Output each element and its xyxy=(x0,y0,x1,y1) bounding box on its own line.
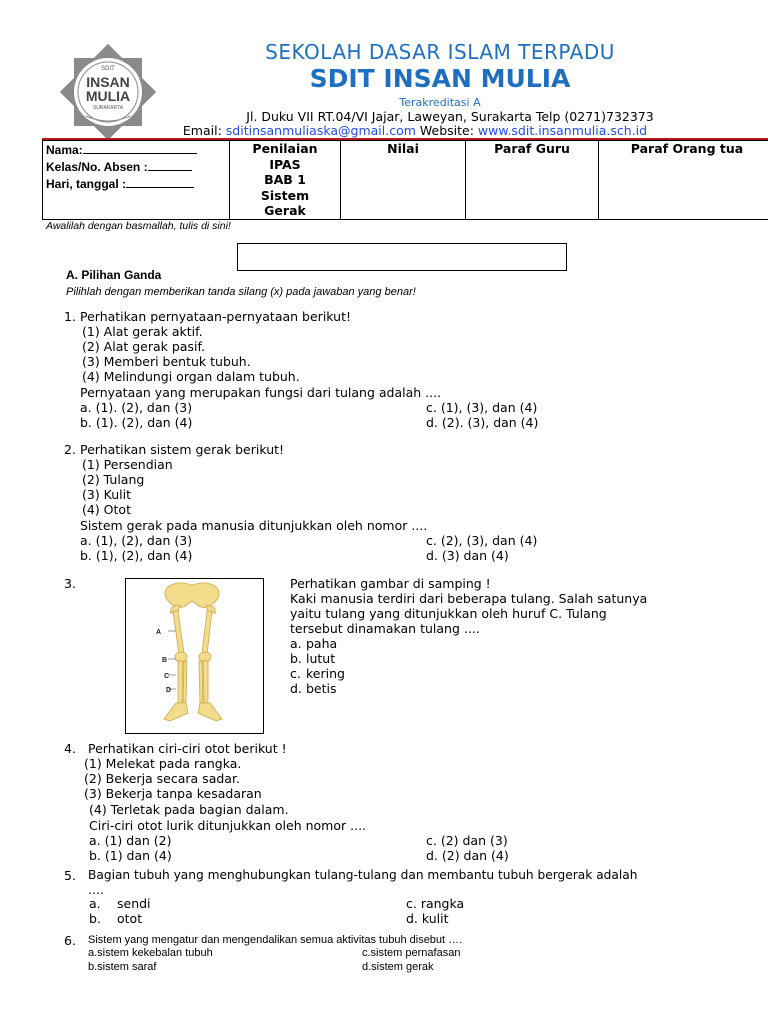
q2-option-d[interactable]: d. (3) dan (4) xyxy=(426,548,509,563)
q2-option-c[interactable]: c. (2), (3), dan (4) xyxy=(426,533,538,548)
q3-option-d[interactable]: betis xyxy=(306,681,337,696)
question-2-text: Sistem gerak pada manusia ditunjukkan oleh nomor .... xyxy=(80,518,428,533)
question-5-stem-cont: .... xyxy=(88,882,104,897)
fig-label-a: A xyxy=(156,629,162,636)
q4-option-a[interactable]: a. (1) dan (2) xyxy=(89,833,172,848)
teacher-sign-cell[interactable] xyxy=(466,141,599,220)
basmallah-box[interactable] xyxy=(237,243,567,271)
assessment-line: IPAS xyxy=(269,156,301,172)
q1-option-b[interactable]: b. (1). (2), dan (4) xyxy=(80,415,193,430)
svg-text:INSAN: INSAN xyxy=(86,74,130,90)
q6-option-a[interactable]: a.sistem kekebalan tubuh xyxy=(88,947,213,959)
question-3-number: 3. xyxy=(64,576,76,591)
leg-bones-figure xyxy=(125,578,264,734)
q3-option-d-letter: d. xyxy=(290,681,302,696)
score-cell[interactable] xyxy=(341,141,466,220)
score-label: Nilai xyxy=(387,141,419,156)
question-6-stem: Sistem yang mengatur dan mengendalikan semua aktivitas tubuh disebut …. xyxy=(88,934,463,946)
section-instruction: Pilihlah dengan memberikan tanda silang (x) pada jawaban yang benar! xyxy=(66,286,416,298)
q3-option-c[interactable]: kering xyxy=(306,666,345,681)
q2-item: (3) Kulit xyxy=(82,487,132,502)
info-table xyxy=(42,140,768,220)
svg-text:SDIT: SDIT xyxy=(101,66,115,72)
q1-option-d[interactable]: d. (2). (3), dan (4) xyxy=(426,415,539,430)
name-label: Nama: xyxy=(46,143,83,157)
q3-line: Perhatikan gambar di samping ! xyxy=(290,576,491,591)
q6-option-d[interactable]: d.sistem gerak xyxy=(362,961,434,973)
school-address: Jl. Duku VII RT.04/VI Jajar, Laweyan, Surakarta Telp (0271)732373 xyxy=(246,109,654,124)
question-4-text: Ciri-ciri otot lurik ditunjukkan oleh nomor .... xyxy=(89,818,367,833)
website-label: Website: xyxy=(419,123,474,138)
student-info-cell xyxy=(43,141,230,220)
q5-option-a-letter: a. xyxy=(89,896,101,911)
assessment-title-cell xyxy=(230,141,341,220)
assessment-line: Gerak xyxy=(264,203,306,218)
q3-option-b-letter: b. xyxy=(290,651,302,666)
q3-line: Kaki manusia terdiri dari beberapa tulang. Salah satunya xyxy=(290,591,648,606)
basmallah-note: Awalilah dengan basmallah, tulis di sini! xyxy=(46,220,231,232)
q3-line: tersebut dinamakan tulang .... xyxy=(290,621,480,636)
parent-sign-label: Paraf Orang tua xyxy=(630,141,744,156)
q4-item: (4) Terletak pada bagian dalam. xyxy=(89,802,289,817)
website-link[interactable]: www.sdit.insanmulia.sch.id xyxy=(477,123,648,138)
q1-option-c[interactable]: c. (1), (3), dan (4) xyxy=(426,400,538,415)
q2-item: (2) Tulang xyxy=(82,472,145,487)
q4-option-d[interactable]: d. (2) dan (4) xyxy=(426,848,509,863)
q3-option-a[interactable]: paha xyxy=(306,636,338,651)
fig-label-c: C xyxy=(164,673,170,680)
q2-item: (1) Persendian xyxy=(82,457,173,472)
name-field[interactable] xyxy=(83,141,197,154)
assessment-line: Penilaian xyxy=(252,141,318,156)
date-label: Hari, tanggal : xyxy=(46,177,127,191)
date-field[interactable] xyxy=(126,175,194,188)
email-label: Email: xyxy=(182,123,222,138)
q4-option-c[interactable]: c. (2) dan (3) xyxy=(426,833,508,848)
teacher-sign-label: Paraf Guru xyxy=(494,141,570,156)
q3-line: yaitu tulang yang ditunjukkan oleh huruf C. Tulang xyxy=(290,606,607,621)
q3-option-c-letter: c. xyxy=(290,666,301,681)
question-6-number: 6. xyxy=(64,933,76,948)
q4-item: (3) Bekerja tanpa kesadaran xyxy=(84,786,262,801)
parent-sign-cell[interactable] xyxy=(599,141,768,220)
q5-option-b-letter: b. xyxy=(89,911,101,926)
class-field[interactable] xyxy=(148,158,192,171)
contact-line xyxy=(100,123,730,138)
q6-option-c[interactable]: c.sistem pernafasan xyxy=(362,947,461,959)
fig-label-d: D xyxy=(166,687,172,694)
fig-label-b: B xyxy=(162,657,168,664)
accreditation: Terakreditasi A xyxy=(399,96,481,109)
svg-text:MULIA: MULIA xyxy=(85,88,131,104)
assessment-line: Sistem xyxy=(260,187,310,203)
question-1-number: 1. xyxy=(64,309,76,324)
svg-text:SURAKARTA: SURAKARTA xyxy=(92,105,124,111)
q5-option-b[interactable]: otot xyxy=(117,911,143,926)
q5-option-c[interactable]: c. rangka xyxy=(406,896,465,911)
question-4-number: 4. xyxy=(64,741,76,756)
school-name: SDIT INSAN MULIA xyxy=(309,64,571,93)
q1-item: (4) Melindungi organ dalam tubuh. xyxy=(82,369,300,384)
question-2-number: 2. xyxy=(64,442,76,457)
q4-item: (1) Melekat pada rangka. xyxy=(84,756,242,771)
question-4-stem: Perhatikan ciri-ciri otot berikut ! xyxy=(88,741,287,756)
q1-item: (3) Memberi bentuk tubuh. xyxy=(82,354,251,369)
email-link[interactable]: sditinsanmuliaska@gmail.com xyxy=(225,123,416,138)
question-5-stem: Bagian tubuh yang menghubungkan tulang-tulang dan membantu tubuh bergerak adalah xyxy=(88,868,638,882)
assessment-line: BAB 1 xyxy=(264,172,306,187)
question-1-stem: Perhatikan pernyataan-pernyataan berikut! xyxy=(80,309,351,324)
leg-bones-illustration xyxy=(126,579,263,733)
question-1-text: Pernyataan yang merupakan fungsi dari tulang adalah .... xyxy=(80,385,442,400)
q1-item: (1) Alat gerak aktif. xyxy=(82,324,203,339)
q5-option-d[interactable]: d. kulit xyxy=(406,911,449,926)
q2-item: (4) Otot xyxy=(82,502,131,517)
q4-item: (2) Bekerja secara sadar. xyxy=(84,771,240,786)
q6-option-b[interactable]: b.sistem saraf xyxy=(88,961,157,973)
question-2-stem: Perhatikan sistem gerak berikut! xyxy=(80,442,285,457)
q4-option-b[interactable]: b. (1) dan (4) xyxy=(89,848,172,863)
q3-option-a-letter: a. xyxy=(290,636,302,651)
question-5-number: 5. xyxy=(64,868,76,883)
section-title: A. Pilihan Ganda xyxy=(66,268,162,282)
q1-option-a[interactable]: a. (1). (2), dan (3) xyxy=(80,400,193,415)
q2-option-b[interactable]: b. (1), (2), dan (4) xyxy=(80,548,193,563)
class-label: Kelas/No. Absen : xyxy=(46,160,148,174)
q1-item: (2) Alat gerak pasif. xyxy=(82,339,205,354)
q2-option-a[interactable]: a. (1), (2), dan (3) xyxy=(80,533,193,548)
q3-option-b[interactable]: lutut xyxy=(306,651,336,666)
q5-option-a[interactable]: sendi xyxy=(117,896,151,911)
school-type: SEKOLAH DASAR ISLAM TERPADU xyxy=(265,40,615,64)
